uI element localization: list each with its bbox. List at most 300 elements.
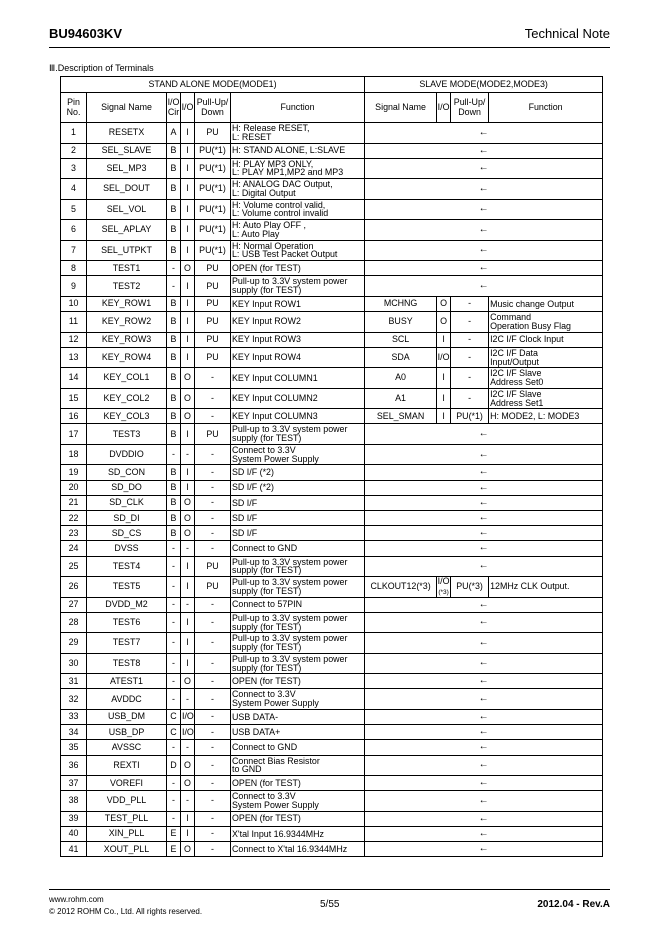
table-row bbox=[61, 465, 603, 480]
table-row bbox=[61, 261, 603, 276]
io-direction: O bbox=[181, 526, 195, 541]
io-direction: I bbox=[181, 653, 195, 674]
function-description-line: KEY Input ROW3 bbox=[232, 334, 301, 345]
slave-function-description bbox=[489, 347, 603, 368]
io-circuit: B bbox=[167, 368, 181, 389]
pin-number: 20 bbox=[61, 480, 87, 495]
function-description bbox=[231, 424, 365, 445]
signal-name: SEL_MP3 bbox=[87, 158, 167, 179]
io-direction: I bbox=[181, 240, 195, 261]
signal-name: ATEST1 bbox=[87, 674, 167, 689]
table-row bbox=[61, 740, 603, 755]
function-description-line: SD I/F (*2) bbox=[232, 482, 274, 493]
io-direction: O bbox=[181, 842, 195, 857]
pull-up-down: PU bbox=[195, 123, 231, 144]
col-header-slave-signal-name: Signal Name bbox=[365, 93, 437, 123]
io-circuit: - bbox=[167, 689, 181, 710]
io-circuit: B bbox=[167, 424, 181, 445]
slave-io-direction bbox=[437, 577, 451, 598]
io-direction: I bbox=[181, 220, 195, 241]
io-direction: O bbox=[181, 261, 195, 276]
function-description bbox=[231, 633, 365, 654]
signal-name: DVSS bbox=[87, 541, 167, 556]
function-description-line: supply (for TEST) bbox=[232, 642, 302, 652]
io-direction: - bbox=[181, 791, 195, 812]
col-header-function: Function bbox=[231, 93, 365, 123]
pull-up-down: PU bbox=[195, 577, 231, 598]
function-description-line: supply (for TEST) bbox=[232, 565, 302, 576]
table-row bbox=[61, 332, 603, 347]
io-direction: - bbox=[181, 444, 195, 465]
signal-name: TEST3 bbox=[87, 424, 167, 445]
slave-io-direction bbox=[437, 368, 451, 389]
function-description bbox=[231, 740, 365, 755]
slave-pull-up-down: - bbox=[451, 347, 489, 368]
slave-function-description bbox=[489, 577, 603, 598]
io-circuit: B bbox=[167, 526, 181, 541]
function-description bbox=[231, 511, 365, 526]
table-row bbox=[61, 526, 603, 541]
function-description bbox=[231, 791, 365, 812]
function-description-line: KEY Input COLUMN1 bbox=[232, 372, 318, 383]
function-description-line: L: Digital Output bbox=[232, 187, 296, 198]
function-description bbox=[231, 674, 365, 689]
io-direction: I bbox=[181, 296, 195, 311]
io-direction: I bbox=[181, 811, 195, 826]
function-description-line: USB DATA+ bbox=[232, 726, 281, 737]
table-row bbox=[61, 123, 603, 144]
pin-number: 8 bbox=[61, 261, 87, 276]
pull-up-down: - bbox=[195, 526, 231, 541]
function-description-line: Connect to GND bbox=[232, 543, 298, 554]
function-description-line: OPEN (for TEST) bbox=[232, 777, 301, 788]
slave-pull-up-down: - bbox=[451, 388, 489, 409]
same-as-stand-alone-arrow: ← bbox=[365, 240, 603, 261]
col-header-io-cir: I/O Cir bbox=[167, 93, 181, 123]
io-direction: I bbox=[181, 158, 195, 179]
table-row bbox=[61, 689, 603, 710]
function-description bbox=[231, 347, 365, 368]
table-row bbox=[61, 296, 603, 311]
io-direction: I bbox=[181, 633, 195, 654]
pull-up-down: - bbox=[195, 480, 231, 495]
function-description-line: KEY Input ROW1 bbox=[232, 298, 301, 309]
pin-number: 22 bbox=[61, 511, 87, 526]
same-as-stand-alone-arrow: ← bbox=[365, 725, 603, 740]
function-description-line: Connect to 3.3V bbox=[232, 791, 296, 802]
io-direction: I bbox=[181, 276, 195, 297]
pin-number: 41 bbox=[61, 842, 87, 857]
pull-up-down: - bbox=[195, 612, 231, 633]
io-direction: I bbox=[181, 199, 195, 220]
signal-name: AVSSC bbox=[87, 740, 167, 755]
function-description bbox=[231, 261, 365, 276]
pin-number: 34 bbox=[61, 725, 87, 740]
function-description-line: supply (for TEST) bbox=[232, 621, 302, 632]
pin-number: 13 bbox=[61, 347, 87, 368]
same-as-stand-alone-arrow: ← bbox=[365, 597, 603, 612]
function-description bbox=[231, 597, 365, 612]
col-header-pull: Pull-Up/ Down bbox=[195, 93, 231, 123]
io-circuit: B bbox=[167, 220, 181, 241]
function-description bbox=[231, 842, 365, 857]
pin-number: 30 bbox=[61, 653, 87, 674]
pin-number: 40 bbox=[61, 826, 87, 841]
col-header-io: I/O bbox=[181, 93, 195, 123]
function-description-line: H: PLAY MP3 ONLY, bbox=[232, 158, 314, 169]
pull-up-down: - bbox=[195, 444, 231, 465]
function-description-line: Connect to 57PIN bbox=[232, 599, 303, 610]
page-number: 5/55 bbox=[320, 899, 340, 910]
slave-pull-up-down: - bbox=[451, 368, 489, 389]
signal-name: DVDDIO bbox=[87, 444, 167, 465]
io-circuit: - bbox=[167, 791, 181, 812]
slave-signal-name: SCL bbox=[365, 332, 437, 347]
io-circuit: B bbox=[167, 347, 181, 368]
pull-up-down: - bbox=[195, 689, 231, 710]
function-description-line: supply (for TEST) bbox=[232, 285, 302, 296]
io-direction: I bbox=[181, 480, 195, 495]
io-direction: I bbox=[181, 332, 195, 347]
table-row bbox=[61, 199, 603, 220]
table-row bbox=[61, 480, 603, 495]
io-circuit: - bbox=[167, 556, 181, 577]
pin-number: 33 bbox=[61, 709, 87, 724]
slave-function-description-line: I2C I/F Slave bbox=[490, 368, 542, 379]
function-description-line: X'tal Input 16.9344MHz bbox=[232, 828, 324, 839]
signal-name: AVDDC bbox=[87, 689, 167, 710]
col-header-pin-no: Pin No. bbox=[61, 93, 87, 123]
signal-name: KEY_COL3 bbox=[87, 409, 167, 424]
same-as-stand-alone-arrow: ← bbox=[365, 199, 603, 220]
io-circuit: C bbox=[167, 725, 181, 740]
function-description-line: to GND bbox=[232, 764, 262, 775]
io-direction: I/O bbox=[181, 709, 195, 724]
same-as-stand-alone-arrow: ← bbox=[365, 791, 603, 812]
function-description-line: System Power Supply bbox=[232, 698, 319, 709]
slave-signal-name: SEL_SMAN bbox=[365, 409, 437, 424]
io-direction: I bbox=[181, 179, 195, 200]
col-header-slave-pull: Pull-Up/ Down bbox=[451, 93, 489, 123]
table-row bbox=[61, 179, 603, 200]
slave-function-description bbox=[489, 296, 603, 311]
pull-up-down: - bbox=[195, 465, 231, 480]
pull-up-down: - bbox=[195, 597, 231, 612]
signal-name: SEL_SLAVE bbox=[87, 143, 167, 158]
io-direction: - bbox=[181, 689, 195, 710]
pull-up-down: PU bbox=[195, 276, 231, 297]
io-direction: I bbox=[181, 465, 195, 480]
table-row bbox=[61, 495, 603, 510]
function-description-line: KEY Input ROW4 bbox=[232, 352, 301, 363]
slave-io-value: I/O bbox=[437, 576, 450, 587]
function-description bbox=[231, 826, 365, 841]
io-direction: I bbox=[181, 556, 195, 577]
table-row bbox=[61, 612, 603, 633]
signal-name: SEL_VOL bbox=[87, 199, 167, 220]
col-header-slave-function: Function bbox=[489, 93, 603, 123]
io-circuit: - bbox=[167, 541, 181, 556]
io-circuit: B bbox=[167, 240, 181, 261]
same-as-stand-alone-arrow: ← bbox=[365, 511, 603, 526]
pull-up-down: PU bbox=[195, 332, 231, 347]
slave-pull-up-down: - bbox=[451, 332, 489, 347]
slave-function-description-line: Address Set0 bbox=[490, 377, 544, 387]
io-circuit: - bbox=[167, 740, 181, 755]
function-description-line: H: Normal Operation bbox=[232, 240, 314, 251]
function-description bbox=[231, 811, 365, 826]
signal-name: USB_DM bbox=[87, 709, 167, 724]
io-direction: O bbox=[181, 495, 195, 510]
table-row bbox=[61, 143, 603, 158]
io-direction: - bbox=[181, 597, 195, 612]
pin-number: 1 bbox=[61, 123, 87, 144]
function-description-line: SD I/F bbox=[232, 527, 258, 538]
terminal-description-table bbox=[60, 76, 603, 857]
function-description-line: KEY Input COLUMN2 bbox=[232, 393, 318, 404]
same-as-stand-alone-arrow: ← bbox=[365, 444, 603, 465]
function-description bbox=[231, 577, 365, 598]
function-description bbox=[231, 776, 365, 791]
pull-up-down: - bbox=[195, 368, 231, 389]
pin-number: 29 bbox=[61, 633, 87, 654]
io-circuit: B bbox=[167, 511, 181, 526]
table-row bbox=[61, 826, 603, 841]
signal-name: KEY_ROW2 bbox=[87, 312, 167, 333]
pull-up-down: - bbox=[195, 791, 231, 812]
table-row bbox=[61, 811, 603, 826]
signal-name: TEST1 bbox=[87, 261, 167, 276]
io-circuit: B bbox=[167, 495, 181, 510]
function-description-line: H: STAND ALONE, L:SLAVE bbox=[232, 145, 346, 156]
same-as-stand-alone-arrow: ← bbox=[365, 424, 603, 445]
pull-up-down: PU bbox=[195, 556, 231, 577]
signal-name: TEST4 bbox=[87, 556, 167, 577]
io-circuit: E bbox=[167, 826, 181, 841]
signal-name: XOUT_PLL bbox=[87, 842, 167, 857]
slave-io-value: O bbox=[440, 298, 448, 309]
pull-up-down: PU(*1) bbox=[195, 179, 231, 200]
pull-up-down: - bbox=[195, 709, 231, 724]
io-circuit: B bbox=[167, 179, 181, 200]
function-description-line: supply (for TEST) bbox=[232, 662, 302, 673]
io-circuit: B bbox=[167, 332, 181, 347]
function-description-line: OPEN (for TEST) bbox=[232, 813, 301, 824]
function-description bbox=[231, 220, 365, 241]
function-description bbox=[231, 332, 365, 347]
pull-up-down: - bbox=[195, 826, 231, 841]
function-description bbox=[231, 276, 365, 297]
function-description bbox=[231, 526, 365, 541]
same-as-stand-alone-arrow: ← bbox=[365, 480, 603, 495]
function-description bbox=[231, 143, 365, 158]
function-description-line: Connect to GND bbox=[232, 742, 298, 753]
pin-number: 37 bbox=[61, 776, 87, 791]
io-direction: O bbox=[181, 674, 195, 689]
function-description bbox=[231, 689, 365, 710]
signal-name: KEY_ROW3 bbox=[87, 332, 167, 347]
slave-mode-header: SLAVE MODE(MODE2,MODE3) bbox=[365, 77, 603, 93]
io-circuit: E bbox=[167, 842, 181, 857]
io-circuit: B bbox=[167, 409, 181, 424]
io-direction: I bbox=[181, 312, 195, 333]
table-row bbox=[61, 409, 603, 424]
footer-url: www.rohm.com bbox=[49, 895, 104, 904]
pin-number: 24 bbox=[61, 541, 87, 556]
same-as-stand-alone-arrow: ← bbox=[365, 276, 603, 297]
stand-alone-mode-header: STAND ALONE MODE(MODE1) bbox=[61, 77, 365, 93]
pull-up-down: - bbox=[195, 388, 231, 409]
function-description bbox=[231, 709, 365, 724]
slave-function-description-line: I2C I/F Data bbox=[490, 347, 538, 358]
pin-number: 6 bbox=[61, 220, 87, 241]
io-circuit: B bbox=[167, 312, 181, 333]
pin-number: 15 bbox=[61, 388, 87, 409]
pull-up-down: - bbox=[195, 495, 231, 510]
header-rule bbox=[49, 47, 610, 48]
same-as-stand-alone-arrow: ← bbox=[365, 143, 603, 158]
pull-up-down: PU bbox=[195, 296, 231, 311]
part-number: BU94603KV bbox=[49, 26, 122, 41]
function-description bbox=[231, 158, 365, 179]
function-description-line: L: RESET bbox=[232, 131, 272, 142]
slave-function-description bbox=[489, 388, 603, 409]
table-row bbox=[61, 709, 603, 724]
signal-name: SD_CLK bbox=[87, 495, 167, 510]
function-description bbox=[231, 179, 365, 200]
signal-name: SEL_UTPKT bbox=[87, 240, 167, 261]
table-row bbox=[61, 158, 603, 179]
io-circuit: - bbox=[167, 674, 181, 689]
function-description bbox=[231, 541, 365, 556]
pin-number: 23 bbox=[61, 526, 87, 541]
pin-number: 17 bbox=[61, 424, 87, 445]
io-circuit: D bbox=[167, 755, 181, 776]
slave-function-description bbox=[489, 368, 603, 389]
slave-signal-name: BUSY bbox=[365, 312, 437, 333]
signal-name: TEST5 bbox=[87, 577, 167, 598]
pin-number: 3 bbox=[61, 158, 87, 179]
io-direction: I bbox=[181, 143, 195, 158]
pin-number: 39 bbox=[61, 811, 87, 826]
function-description bbox=[231, 199, 365, 220]
slave-io-direction bbox=[437, 388, 451, 409]
slave-pull-up-down: PU(*1) bbox=[451, 409, 489, 424]
function-description-line: SD I/F bbox=[232, 512, 258, 523]
io-circuit: - bbox=[167, 653, 181, 674]
signal-name: USB_DP bbox=[87, 725, 167, 740]
pin-number: 19 bbox=[61, 465, 87, 480]
io-circuit: B bbox=[167, 158, 181, 179]
slave-function-description bbox=[489, 312, 603, 333]
section-title: Ⅲ.Description of Terminals bbox=[49, 63, 154, 73]
table-row bbox=[61, 653, 603, 674]
table-row bbox=[61, 674, 603, 689]
table-row bbox=[61, 424, 603, 445]
pull-up-down: PU(*1) bbox=[195, 158, 231, 179]
pull-up-down: - bbox=[195, 740, 231, 755]
table-row bbox=[61, 240, 603, 261]
table-row bbox=[61, 312, 603, 333]
footer-rule bbox=[49, 889, 610, 890]
pull-up-down: PU bbox=[195, 347, 231, 368]
io-circuit: B bbox=[167, 480, 181, 495]
table-row bbox=[61, 220, 603, 241]
function-description-line: KEY Input COLUMN3 bbox=[232, 410, 318, 421]
pull-up-down: - bbox=[195, 776, 231, 791]
table-row bbox=[61, 755, 603, 776]
slave-signal-name: MCHNG bbox=[365, 296, 437, 311]
signal-name: SD_DO bbox=[87, 480, 167, 495]
table-row bbox=[61, 556, 603, 577]
function-description-line: supply (for TEST) bbox=[232, 433, 302, 444]
function-description-line: Pull-up to 3.3V system power bbox=[232, 612, 348, 623]
slave-io-value: I/O bbox=[437, 351, 450, 362]
table-row bbox=[61, 577, 603, 598]
signal-name: VDD_PLL bbox=[87, 791, 167, 812]
slave-io-direction bbox=[437, 347, 451, 368]
slave-function-description-line: I2C I/F Slave bbox=[490, 388, 542, 399]
io-circuit: - bbox=[167, 776, 181, 791]
slave-pull-up-down: PU(*3) bbox=[451, 577, 489, 598]
function-description-line: KEY Input ROW2 bbox=[232, 316, 301, 327]
function-description-line: Connect Bias Resistor bbox=[232, 755, 320, 766]
col-header-slave-io: I/O bbox=[437, 93, 451, 123]
io-direction: O bbox=[181, 409, 195, 424]
pin-number: 14 bbox=[61, 368, 87, 389]
same-as-stand-alone-arrow: ← bbox=[365, 612, 603, 633]
pull-up-down: - bbox=[195, 811, 231, 826]
table-row bbox=[61, 276, 603, 297]
same-as-stand-alone-arrow: ← bbox=[365, 261, 603, 276]
function-description-line: SD I/F bbox=[232, 497, 258, 508]
function-description-line: Pull-up to 3.3V system power bbox=[232, 276, 348, 287]
io-circuit: - bbox=[167, 276, 181, 297]
slave-function-description-line: Operation Busy Flag bbox=[490, 320, 571, 331]
same-as-stand-alone-arrow: ← bbox=[365, 776, 603, 791]
function-description-line: supply (for TEST) bbox=[232, 585, 302, 596]
function-description bbox=[231, 368, 365, 389]
signal-name: TEST2 bbox=[87, 276, 167, 297]
slave-io-direction bbox=[437, 296, 451, 311]
pin-number: 12 bbox=[61, 332, 87, 347]
function-description-line: Pull-up to 3.3V system power bbox=[232, 577, 348, 588]
slave-io-direction bbox=[437, 332, 451, 347]
same-as-stand-alone-arrow: ← bbox=[365, 123, 603, 144]
table-row bbox=[61, 842, 603, 857]
pin-number: 16 bbox=[61, 409, 87, 424]
signal-name: TEST6 bbox=[87, 612, 167, 633]
pull-up-down: PU(*1) bbox=[195, 143, 231, 158]
slave-io-value: I bbox=[442, 372, 445, 383]
slave-signal-name: SDA bbox=[365, 347, 437, 368]
pin-number: 2 bbox=[61, 143, 87, 158]
signal-name: DVDD_M2 bbox=[87, 597, 167, 612]
function-description-line: L: USB Test Packet Output bbox=[232, 249, 338, 260]
io-direction: I bbox=[181, 347, 195, 368]
slave-io-value: I bbox=[442, 392, 445, 403]
same-as-stand-alone-arrow: ← bbox=[365, 709, 603, 724]
io-circuit: - bbox=[167, 633, 181, 654]
slave-function-description bbox=[489, 409, 603, 424]
table-row bbox=[61, 541, 603, 556]
footer-copyright: © 2012 ROHM Co., Ltd. All rights reserved. bbox=[49, 907, 203, 916]
pin-number: 5 bbox=[61, 199, 87, 220]
io-direction: - bbox=[181, 740, 195, 755]
io-direction: - bbox=[181, 541, 195, 556]
same-as-stand-alone-arrow: ← bbox=[365, 220, 603, 241]
signal-name: KEY_ROW4 bbox=[87, 347, 167, 368]
